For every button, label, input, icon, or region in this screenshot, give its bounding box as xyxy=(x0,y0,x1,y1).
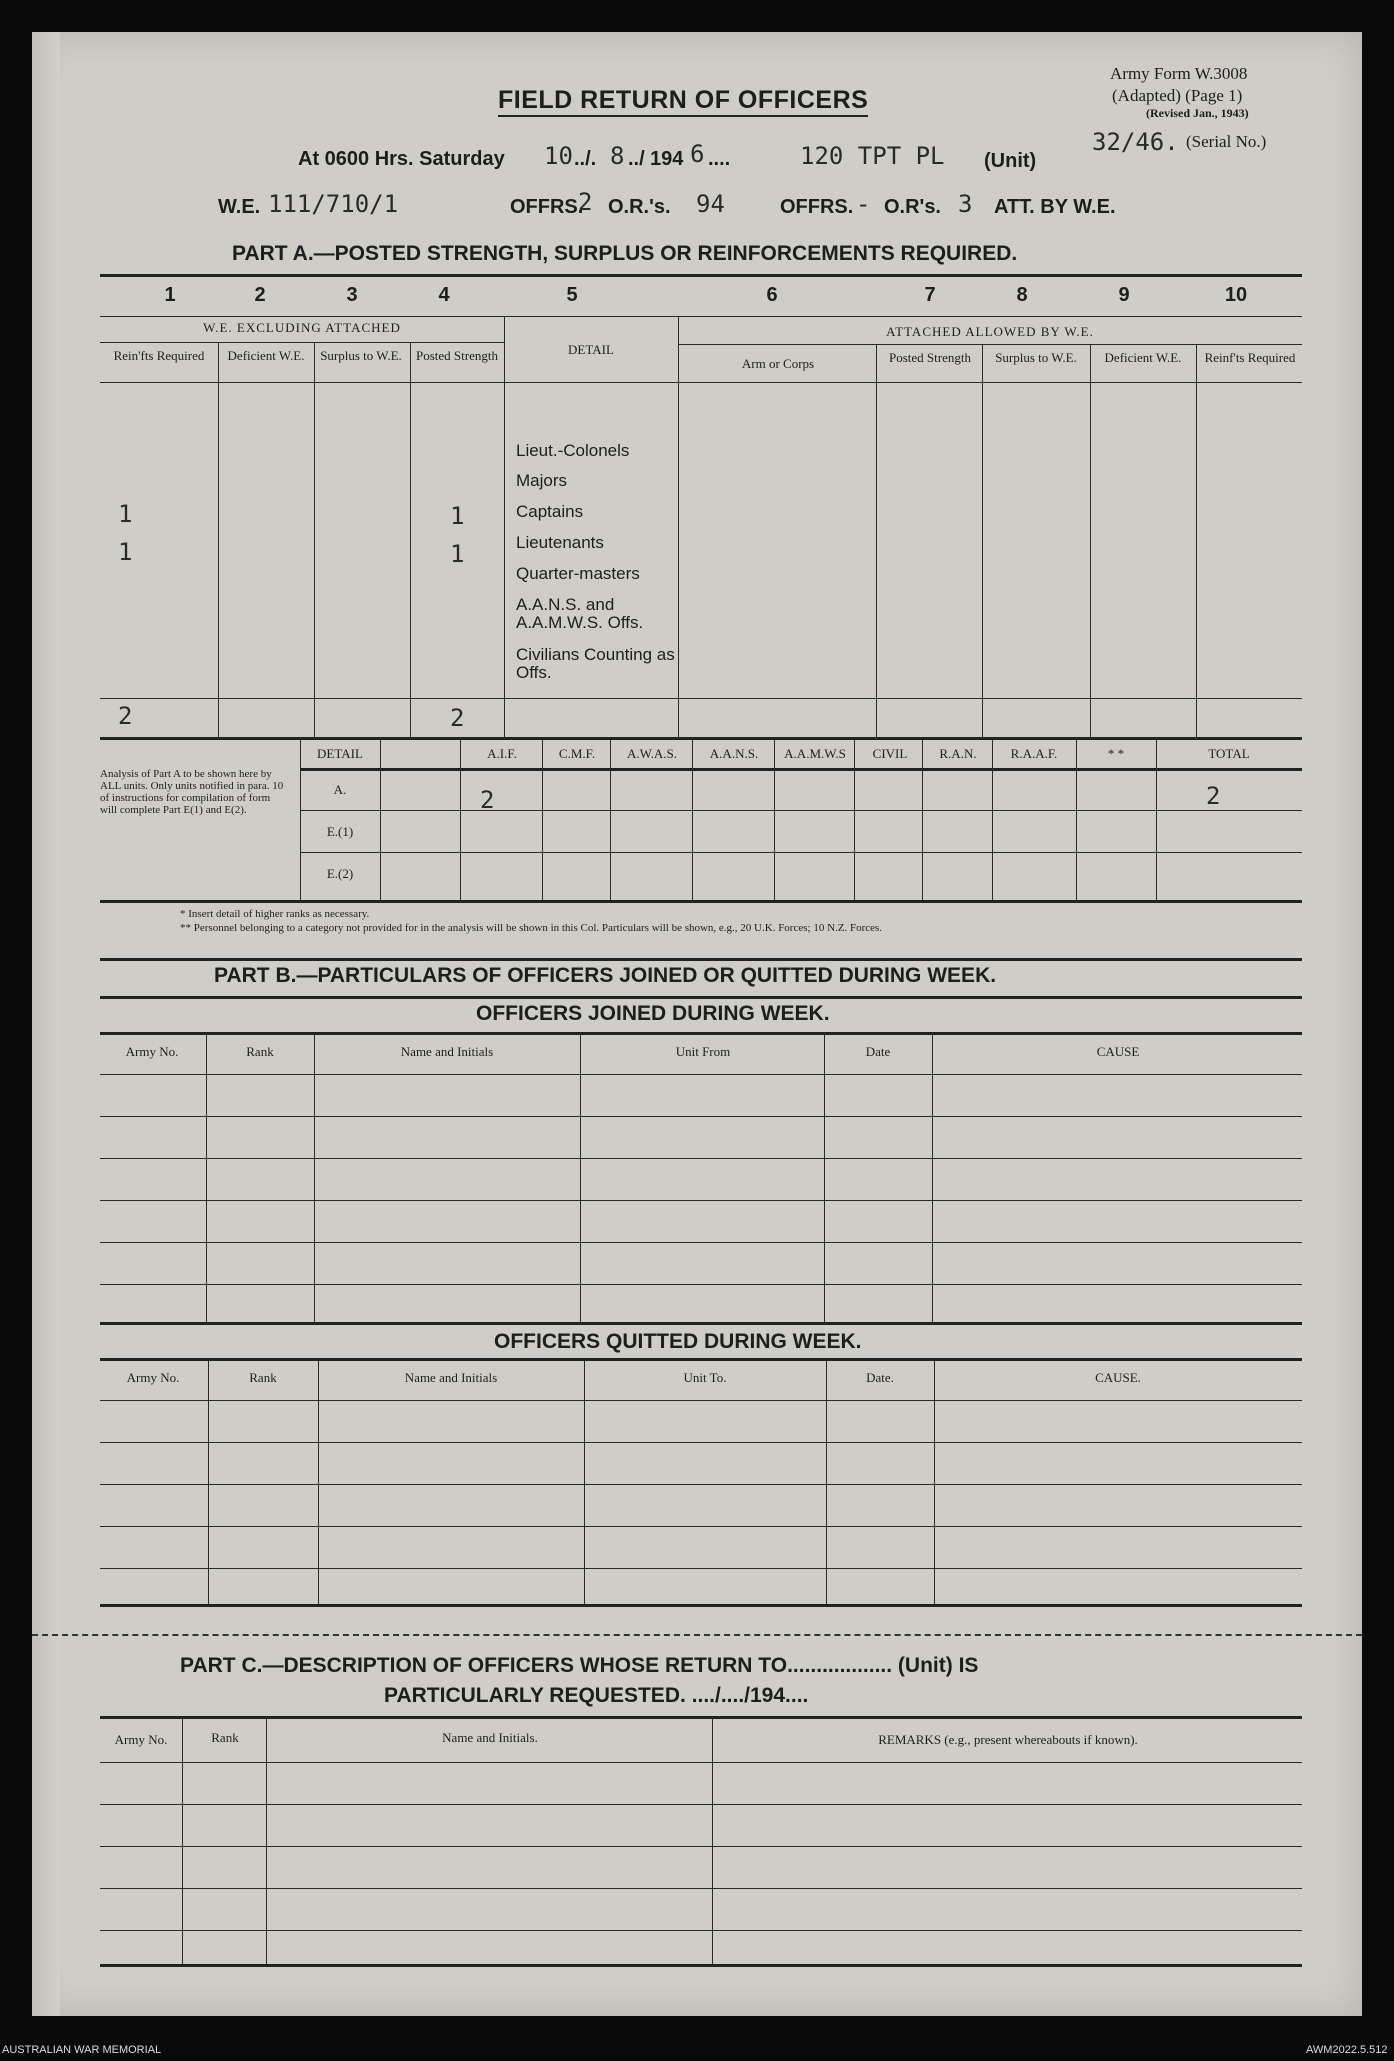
rank-aans-aamws: A.A.N.S. and A.A.M.W.S. Offs. xyxy=(516,595,644,632)
joined-heading: OFFICERS JOINED DURING WEEK. xyxy=(476,1002,830,1025)
rank-civilians: Civilians Counting as Offs. xyxy=(516,645,675,682)
joined-hdr-unit-from: Unit From xyxy=(675,1044,731,1059)
captains-posted: 1 xyxy=(450,502,465,530)
ors2-label: O.R's. xyxy=(884,196,941,218)
joined-hdr-army-no: Army No. xyxy=(125,1044,179,1059)
col-number-3: 3 xyxy=(346,284,358,306)
part-b-heading: PART B.—PARTICULARS OF OFFICERS JOINED OR QUITTED DURING WEEK. xyxy=(214,964,997,987)
analysis-note: Analysis of Part A to be shown here by ALL units. Only units notified in para. 10 of instructions for compilation of form will complete Part E(1) and E(2). xyxy=(100,768,284,816)
part-c-heading-1: PART C.—DESCRIPTION OF OFFICERS WHOSE RETURN TO.................. (Unit) IS xyxy=(180,1654,979,1677)
captains-reinf: 1 xyxy=(118,500,133,528)
analysis-hdr-aamws: A.A.M.W.S xyxy=(784,746,846,761)
hdr-arm-corps: Arm or Corps xyxy=(741,356,815,371)
part-a-heading: PART A.—POSTED STRENGTH, SURPLUS OR REINFORCEMENTS REQUIRED. xyxy=(232,242,1018,265)
form-title: FIELD RETURN OF OFFICERS xyxy=(498,86,868,117)
quitted-heading: OFFICERS QUITTED DURING WEEK. xyxy=(494,1330,862,1353)
analysis-row-a: A. xyxy=(333,782,347,797)
joined-hdr-name: Name and Initials xyxy=(400,1044,494,1059)
at-line-prefix: At 0600 Hrs. Saturday xyxy=(298,148,505,170)
ors-value: 94 xyxy=(696,190,725,218)
analysis-total-a: 2 xyxy=(1206,782,1221,810)
unit-name: 120 TPT PL xyxy=(800,142,945,170)
analysis-row-e1: E.(1) xyxy=(326,824,354,839)
hdr-posted-strength: Posted Strength xyxy=(416,348,498,363)
partc-hdr-name: Name and Initials. xyxy=(442,1730,538,1745)
joined-hdr-date: Date xyxy=(865,1044,891,1059)
joined-hdr-rank: Rank xyxy=(246,1044,274,1059)
analysis-hdr-aif: A.I.F. xyxy=(487,746,517,761)
quitted-hdr-unit-to: Unit To. xyxy=(683,1370,727,1385)
footer-institution: AUSTRALIAN WAR MEMORIAL xyxy=(2,2044,162,2056)
serial-number-value: 32/46. xyxy=(1092,128,1179,156)
footnote-1: * Insert detail of higher ranks as necessary. xyxy=(180,908,370,920)
analysis-hdr-awas: A.W.A.S. xyxy=(626,746,678,761)
rank-quartermasters: Quarter-masters xyxy=(516,564,640,583)
revised-label: (Revised Jan., 1943) xyxy=(1146,106,1249,120)
analysis-row-e2: E.(2) xyxy=(326,866,354,881)
hdr-deficient: Deficient W.E. xyxy=(227,348,305,363)
army-form-number: Army Form W.3008 xyxy=(1110,64,1248,83)
analysis-hdr-total: TOTAL xyxy=(1208,746,1250,761)
col-number-1: 1 xyxy=(164,284,176,306)
total-posted: 2 xyxy=(450,704,465,732)
hdr-att-deficient: Deficient W.E. xyxy=(1104,350,1182,365)
we-label: W.E. xyxy=(218,196,261,218)
analysis-hdr-other: * * xyxy=(1107,746,1125,761)
rank-lieut-colonels: Lieut.-Colonels xyxy=(516,441,630,460)
adapted-label: (Adapted) (Page 1) xyxy=(1112,86,1243,105)
col-number-7: 7 xyxy=(924,284,936,306)
date-day: 10 xyxy=(544,142,573,170)
hdr-detail: DETAIL xyxy=(568,342,614,357)
analysis-hdr-detail: DETAIL xyxy=(317,746,363,761)
offrs-value: 2 xyxy=(578,188,593,216)
analysis-hdr-aans: A.A.N.S. xyxy=(709,746,759,761)
partc-hdr-rank: Rank xyxy=(211,1730,239,1745)
date-month: 8 xyxy=(610,142,625,170)
analysis-aif-a: 2 xyxy=(480,786,495,814)
analysis-hdr-ran: R.A.N. xyxy=(939,746,977,761)
unit-label: (Unit) xyxy=(984,150,1037,172)
offrs-label: OFFRS. xyxy=(510,196,584,218)
hdr-att-posted: Posted Strength xyxy=(889,350,971,365)
rank-majors: Majors xyxy=(516,471,568,490)
joined-hdr-cause: CAUSE xyxy=(1096,1044,1140,1059)
group-we-excluding: W.E. EXCLUDING ATTACHED xyxy=(203,320,401,335)
analysis-hdr-cmf: C.M.F. xyxy=(558,746,596,761)
ors2-value: 3 xyxy=(958,190,973,218)
col-number-8: 8 xyxy=(1016,284,1028,306)
footnote-2: ** Personnel belonging to a category not provided for in the analysis will be shown in this Col. Particulars will be shown, e.g., 20 U.K. Forces; 10 N.Z. Forces. xyxy=(180,922,883,934)
we-value: 111/710/1 xyxy=(268,190,399,218)
quitted-hdr-name: Name and Initials xyxy=(404,1370,498,1385)
lieutenants-reinf: 1 xyxy=(118,538,133,566)
col-number-6: 6 xyxy=(766,284,778,306)
partc-hdr-remarks: REMARKS (e.g., present whereabouts if known). xyxy=(878,1732,1138,1747)
analysis-hdr-civil: CIVIL xyxy=(872,746,908,761)
col-number-5: 5 xyxy=(566,284,578,306)
offrs2-value: - xyxy=(856,190,871,218)
quitted-hdr-cause: CAUSE. xyxy=(1095,1370,1141,1385)
quitted-hdr-army-no: Army No. xyxy=(126,1370,180,1385)
group-attached: ATTACHED ALLOWED BY W.E. xyxy=(886,324,1094,339)
col-number-10: 10 xyxy=(1224,284,1248,306)
hdr-surplus: Surplus to W.E. xyxy=(320,348,402,363)
rank-lieutenants: Lieutenants xyxy=(516,533,604,552)
att-label: ATT. BY W.E. xyxy=(994,196,1116,218)
serial-number-label: (Serial No.) xyxy=(1186,132,1267,151)
col-number-4: 4 xyxy=(438,284,450,306)
quitted-hdr-rank: Rank xyxy=(249,1370,277,1385)
analysis-hdr-raaf: R.A.A.F. xyxy=(1010,746,1058,761)
col-number-2: 2 xyxy=(254,284,266,306)
hdr-reinf-required: Rein'fts Required xyxy=(113,348,205,363)
hdr-att-surplus: Surplus to W.E. xyxy=(995,350,1077,365)
hdr-att-reinf: Reinf'ts Required xyxy=(1204,350,1296,365)
rank-captains: Captains xyxy=(516,502,584,521)
date-year-prefix: 194 xyxy=(650,148,684,170)
part-c-heading-2: PARTICULARLY REQUESTED. ..../..../194.... xyxy=(384,1684,809,1707)
col-number-9: 9 xyxy=(1118,284,1130,306)
lieutenants-posted: 1 xyxy=(450,540,465,568)
offrs2-label: OFFRS. xyxy=(780,196,854,218)
paper-edge xyxy=(32,32,60,2016)
footer-accession: AWM2022.5.512 xyxy=(1306,2044,1388,2056)
quitted-hdr-date: Date. xyxy=(866,1370,894,1385)
ors-label: O.R.'s. xyxy=(608,196,671,218)
perforation-line xyxy=(32,1634,1362,1636)
partc-hdr-army-no: Army No. xyxy=(114,1732,168,1747)
date-year: 6 xyxy=(690,140,705,168)
total-reinf: 2 xyxy=(118,702,133,730)
